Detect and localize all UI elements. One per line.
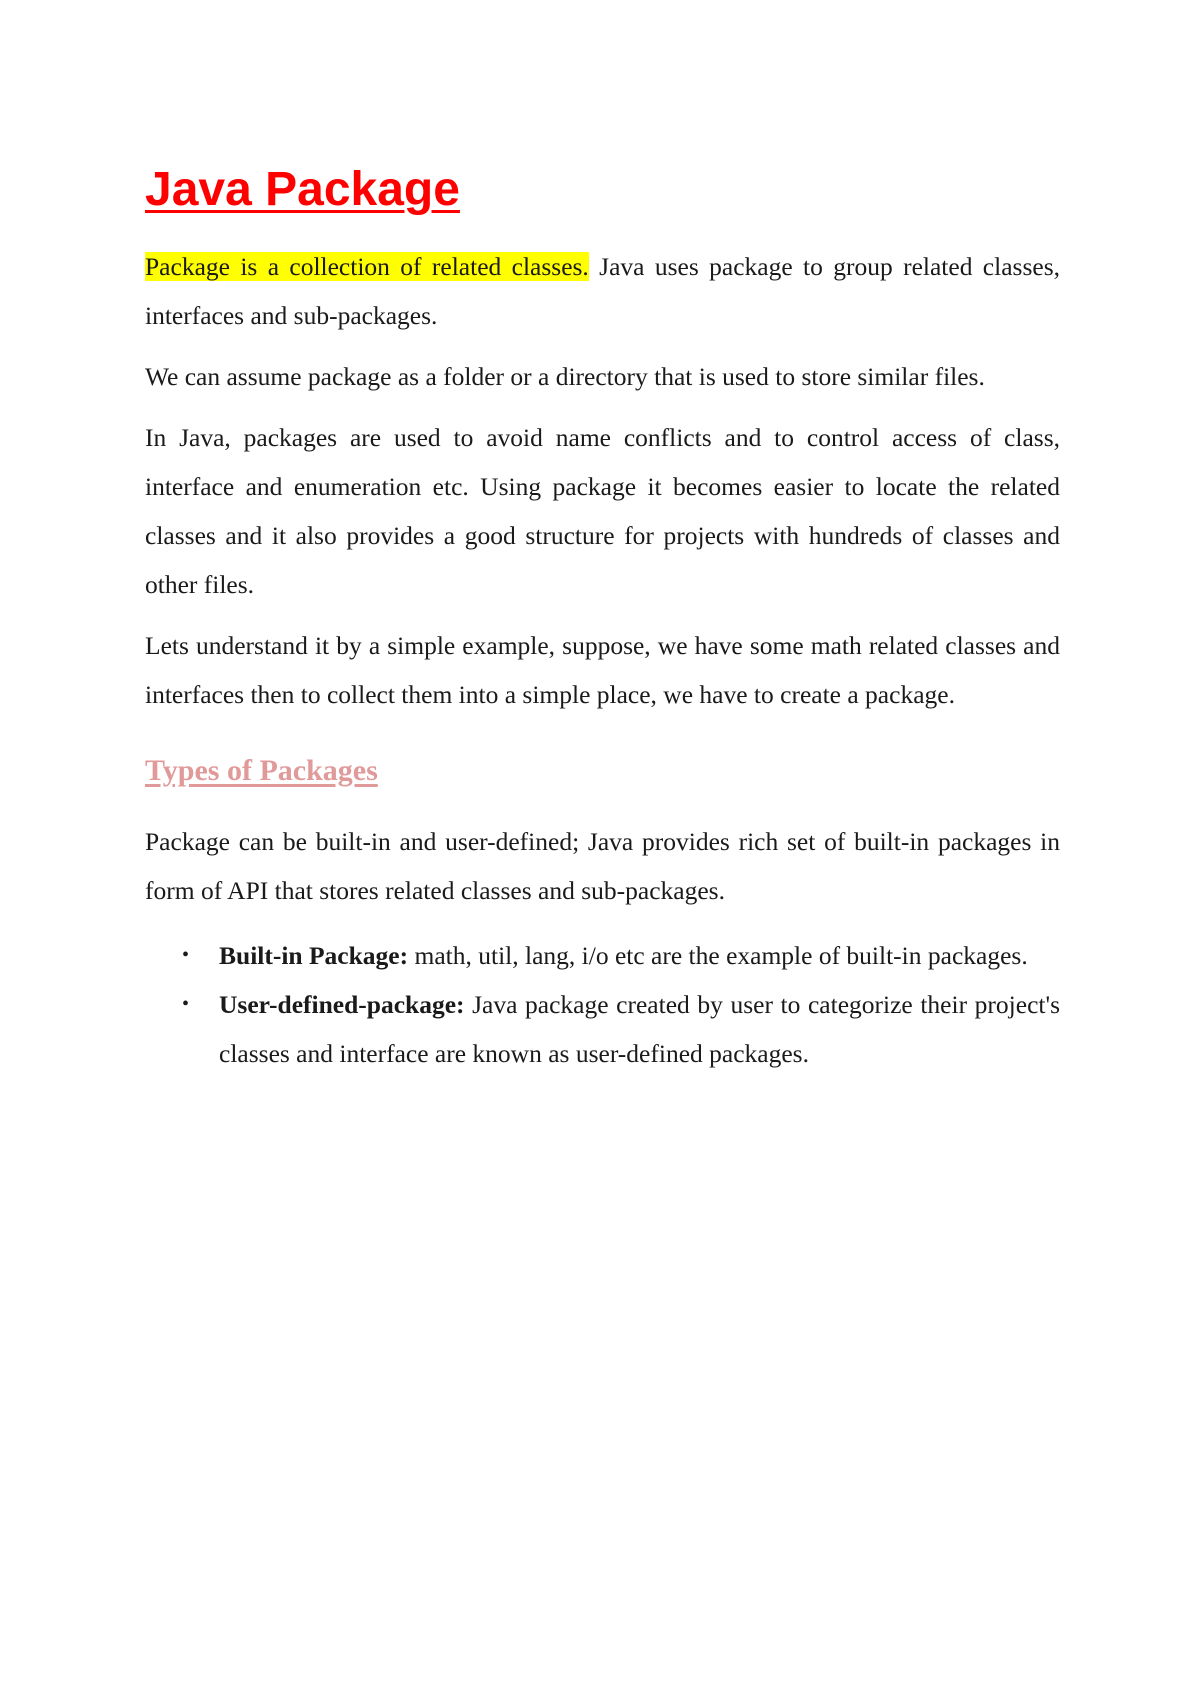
section-heading-types: Types of Packages [145, 754, 378, 787]
bullet-icon: • [182, 993, 190, 1015]
document-page [145, 158, 1060, 1078]
list-item [145, 980, 1060, 1078]
package-types-list [145, 931, 1060, 1078]
paragraph-types-intro: Package can be built-in and user-defined; Java provides rich set of built-in packages in form of API that stores related classes and sub-packages. [145, 827, 1060, 905]
paragraph-purpose: In Java, packages are used to avoid name conflicts and to control access of class, interface and enumeration etc. Using package it becomes easier to locate the related classes and it also provides a good structure for projects with hundreds of classes and other files. [145, 423, 1060, 599]
bullet-icon: • [182, 944, 190, 966]
paragraph-example: Lets understand it by a simple example, suppose, we have some math related classes and interfaces then to collect them into a simple place, we have to create a package. [145, 631, 1060, 709]
list-item-text: math, util, lang, i/o etc are the example of built-in packages. [408, 941, 1028, 970]
paragraph-folder-analogy: We can assume package as a folder or a directory that is used to store similar files. [145, 362, 985, 391]
highlighted-definition: Package is a collection of related classes. [145, 252, 589, 281]
list-item [145, 931, 1060, 980]
list-item-text: Java package created by user to categorize their project's classes and interface are known as user-defined packages. [219, 990, 1060, 1068]
intro-rest: Java uses package to group related classes, interfaces and sub-packages. [145, 252, 1060, 330]
list-item-term: User-defined-package: [219, 990, 465, 1019]
page-title: Java Package [145, 163, 460, 216]
intro-paragraph [145, 242, 1060, 340]
list-item-term: Built-in Package: [219, 941, 409, 970]
